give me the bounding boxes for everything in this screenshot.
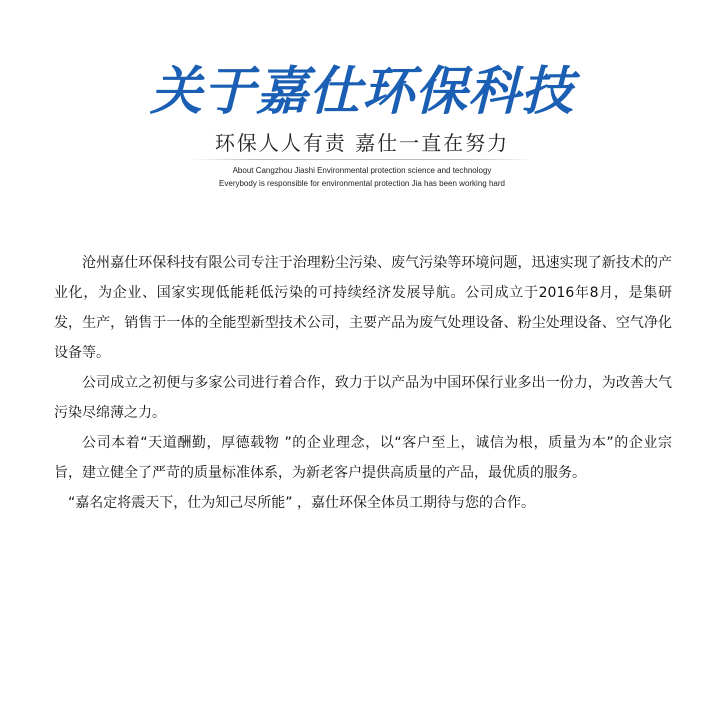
paragraph-intro: 沧州嘉仕环保科技有限公司专注于治理粉尘污染、废气污染等环境问题，迅速实现了新技术的产业化，为企业、国家实现低能耗低污染的可持续经济发展导航。公司成立于2016年8月，是集研发，生产，销售于一体的全能型新型技术公司，主要产品为废气处理设备、粉尘处理设备、空气净化设备等。 [54, 255, 672, 361]
paragraph-slogan: “嘉名定将震天下，仕为知己尽所能” ，嘉仕环保全体员工期待与您的合作。 [68, 495, 535, 511]
page-subtitle: 环保人人有责 嘉仕一直在努力 [214, 131, 510, 155]
company-description [54, 248, 672, 518]
paragraph-cooperation: 公司成立之初便与多家公司进行着合作，致力于以产品为中国环保行业多出一份力，为改善大气污染尽绵薄之力。 [54, 375, 672, 421]
paragraph-philosophy: 公司本着“天道酬勤，厚德载物 ”的企业理念，以“客户至上，诚信为根，质量为本”的企业宗旨，建立健全了严苛的质量标准体系，为新老客户提供高质量的产品，最优质的服务。 [54, 435, 672, 481]
header-divider [190, 159, 534, 160]
english-tagline-2: Everybody is responsible for environmental protection Jia has been working hard [219, 179, 505, 188]
english-tagline-1: About Cangzhou Jiashi Environmental protection science and technology [232, 166, 492, 175]
page-title: 关于嘉仕环保科技 [149, 62, 574, 122]
